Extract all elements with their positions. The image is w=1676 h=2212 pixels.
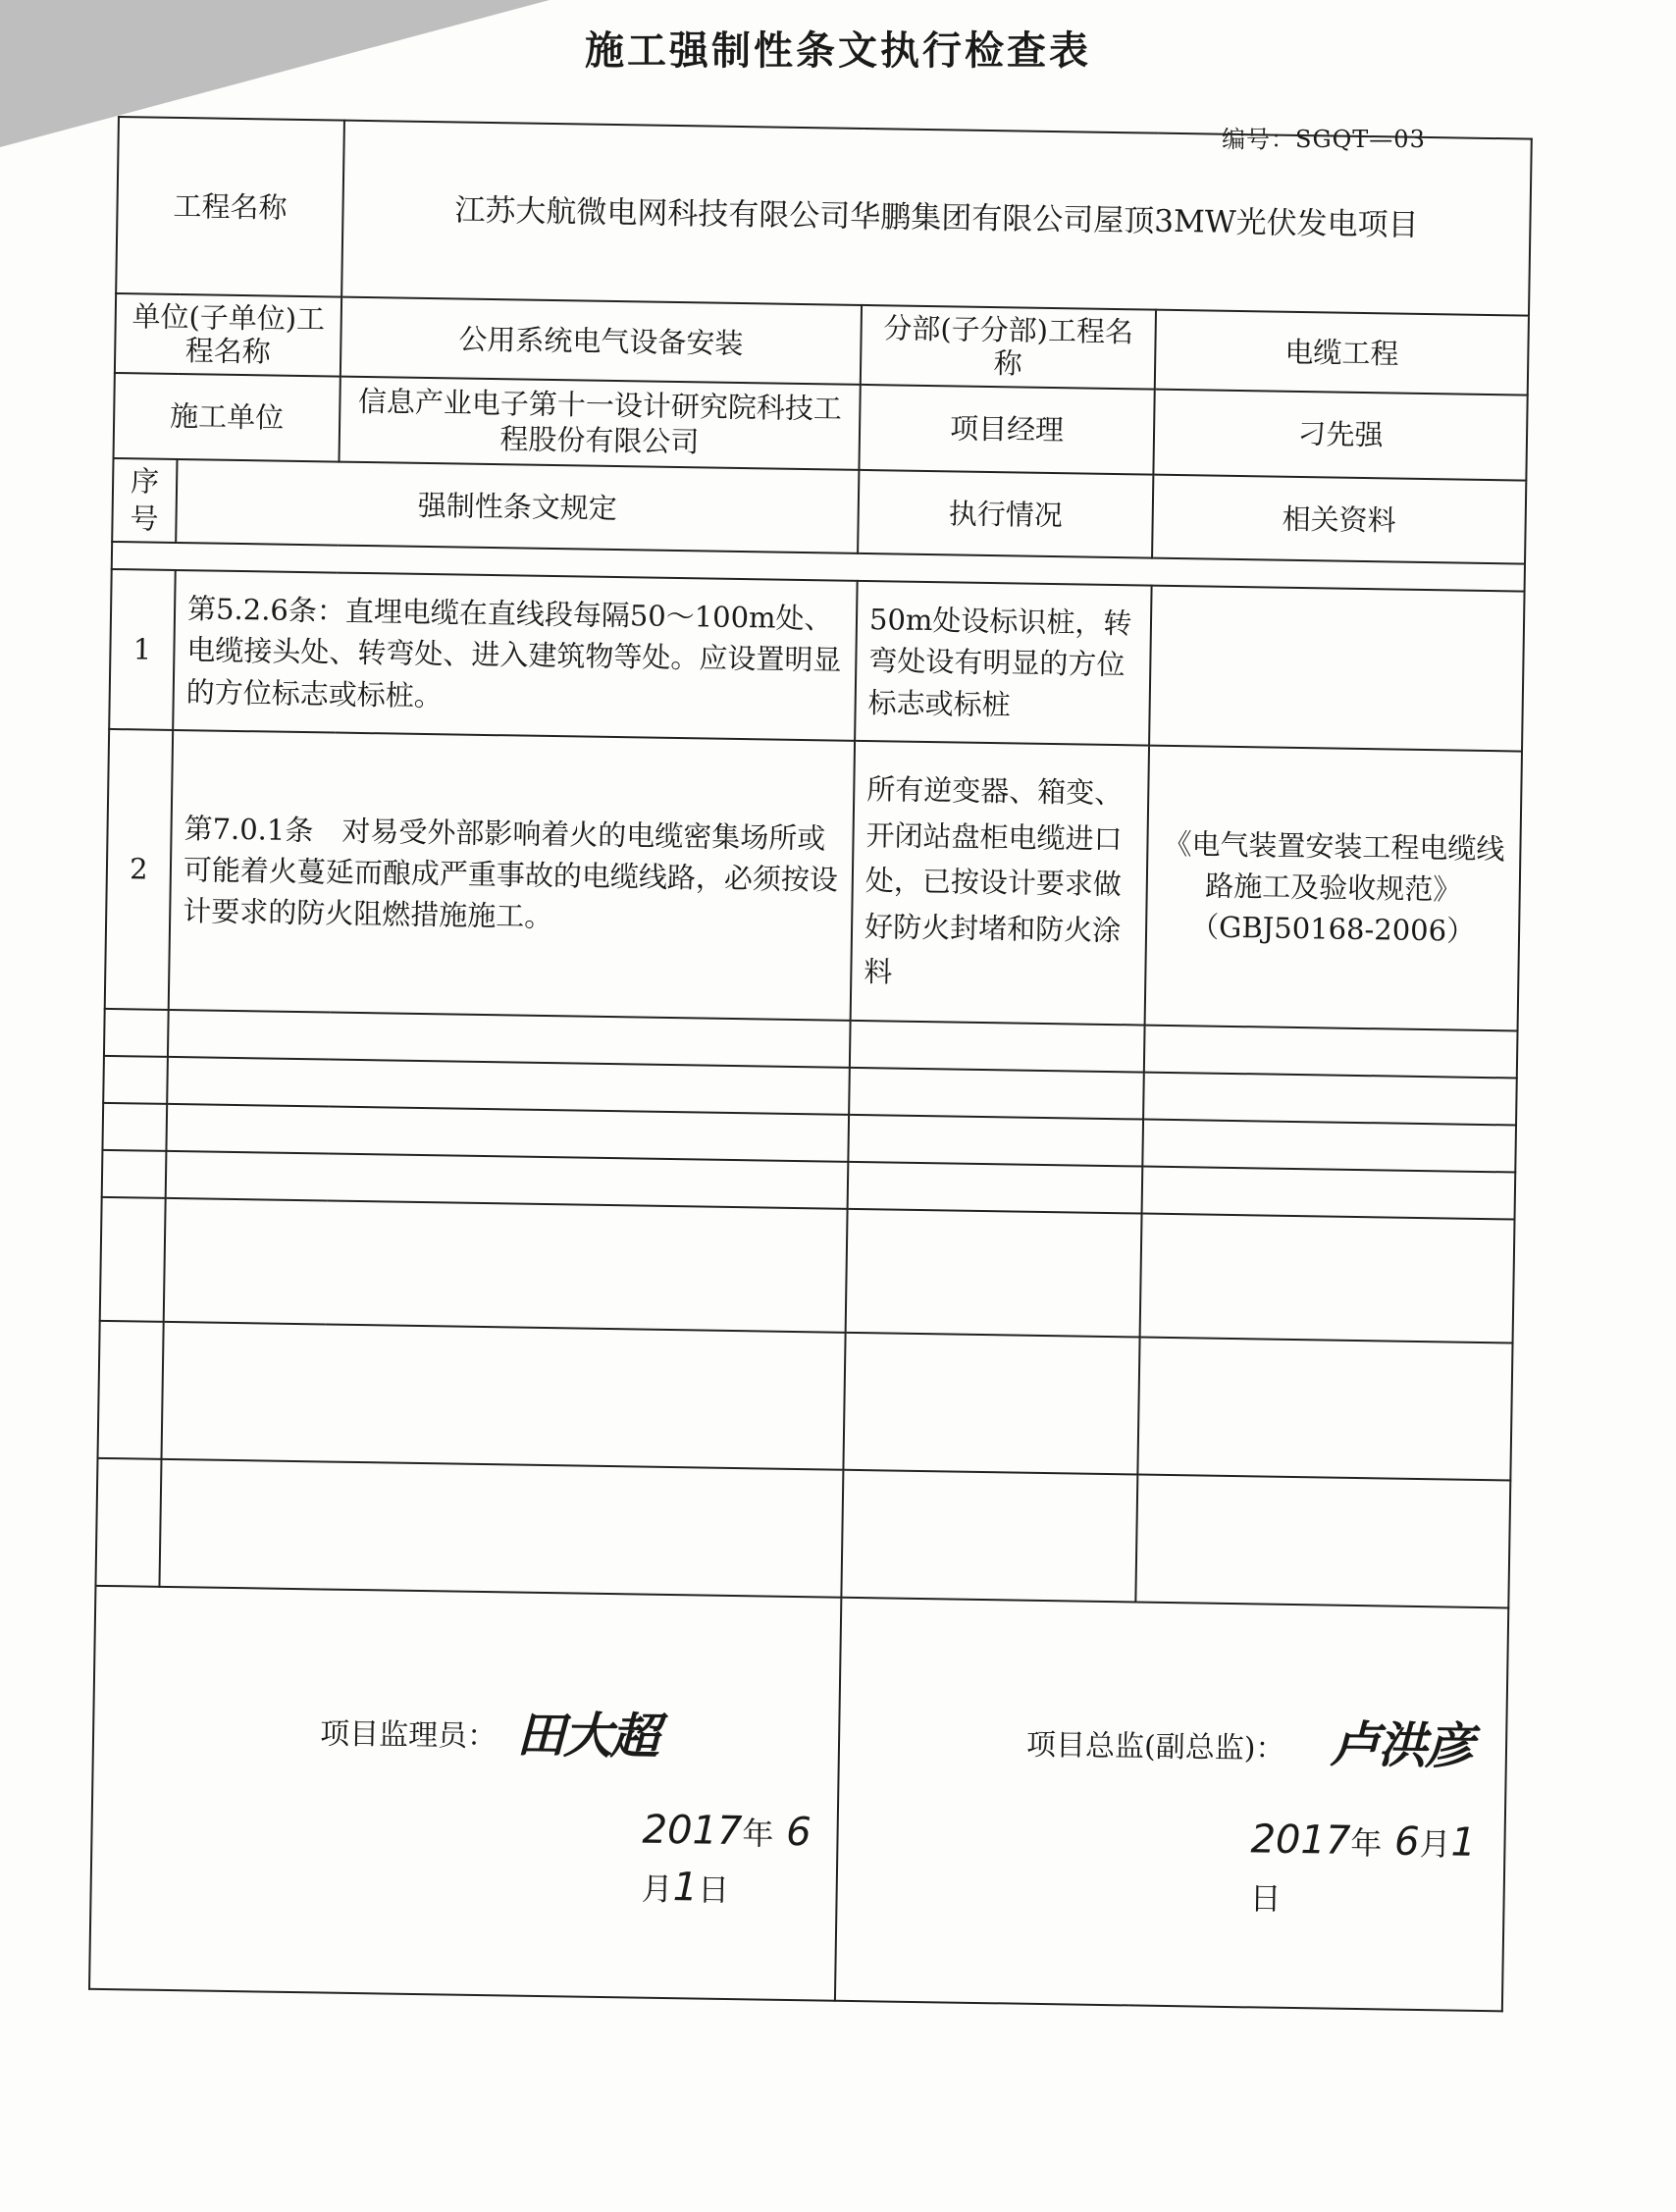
table-row-empty — [98, 1321, 1513, 1481]
value-unit-name: 公用系统电气设备安装 — [340, 297, 862, 385]
label-project-manager: 项目经理 — [859, 385, 1154, 474]
row-references: 《电气装置安装工程电缆线路施工及验收规范》（GBJ50168-2006） — [1145, 745, 1522, 1030]
value-project-name: 江苏大航微电网科技有限公司华鹏集团有限公司屋顶3MW光伏发电项目 — [341, 121, 1532, 316]
form-table — [88, 116, 1533, 2012]
value-construction-unit: 信息产业电子第十一设计研究院科技工程股份有限公司 — [340, 377, 861, 470]
table-row — [105, 729, 1522, 1031]
document-title: 施工强制性条文执行检查表 — [585, 28, 1091, 74]
chief-label: 项目总监(副总监)： — [1025, 1727, 1285, 1767]
supervisor-label: 项目监理员： — [319, 1716, 498, 1755]
value-project-manager: 刁先强 — [1153, 390, 1527, 481]
row-execution: 50m处设标识桩，转弯处设有明显的方位标志或标桩 — [855, 581, 1152, 745]
chief-signature-cell — [835, 1598, 1508, 2011]
header-execution: 执行情况 — [858, 470, 1153, 558]
inspection-form — [88, 116, 1531, 2012]
table-row — [109, 569, 1524, 751]
table-row-empty — [100, 1197, 1515, 1343]
row-project-name — [116, 117, 1532, 316]
value-division-name: 电缆工程 — [1155, 310, 1529, 395]
row-execution: 所有逆变器、箱变、开闭站盘柜电缆进口处，已按设计要求做好防火封堵和防火涂料 — [851, 741, 1149, 1026]
label-project-name: 工程名称 — [116, 117, 344, 297]
row-clause: 第5.2.6条：直埋电缆在直线段每隔50～100m处、电缆接头处、转弯处、进入建筑物等处。应设置明显的方位标志或标桩。 — [173, 570, 857, 740]
chief-signature: 卢洪彦 — [1330, 1715, 1473, 1776]
label-unit-name: 单位(子单位)工程名称 — [115, 293, 341, 376]
table-row-empty — [95, 1458, 1510, 1608]
label-construction-unit: 施工单位 — [114, 373, 340, 461]
supervisor-signature: 田大超 — [515, 1706, 658, 1765]
header-clause: 强制性条文规定 — [176, 459, 859, 553]
supervisor-date: 2017年 6月1日 — [641, 1807, 812, 1911]
row-seq: 2 — [105, 729, 173, 1010]
supervisor-signature-cell — [89, 1586, 841, 2001]
row-clause: 第7.0.1条 对易受外部影响着火的电缆密集场所或可能着火蔓延而酿成严重事故的电缆线路，必须按设计要求的防火阻燃措施施工。 — [169, 730, 855, 1021]
label-division-name: 分部(子分部)工程名称 — [861, 305, 1156, 390]
row-seq: 1 — [109, 569, 176, 729]
row-signatures — [89, 1586, 1508, 2011]
header-seq: 序号 — [112, 458, 177, 544]
row-references — [1149, 586, 1525, 751]
document-number: 编号：SGQT—03 — [1222, 126, 1426, 153]
header-references: 相关资料 — [1152, 474, 1526, 563]
chief-date: 2017年 6月1日 — [1249, 1817, 1477, 1918]
